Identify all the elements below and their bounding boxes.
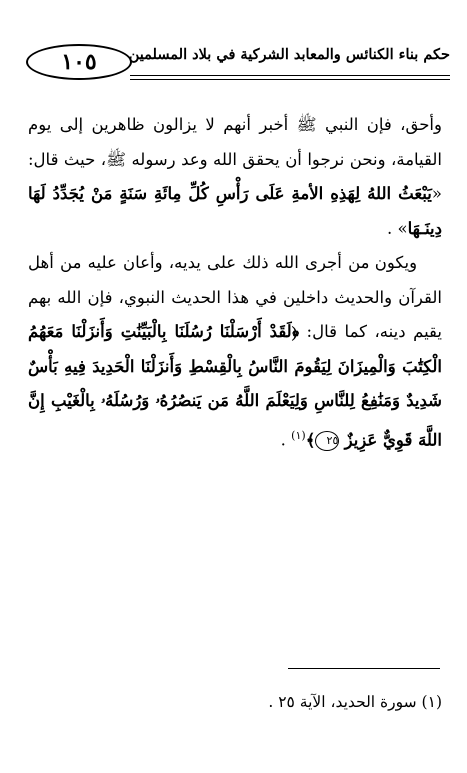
ayah-number-mark: ٢٥: [315, 431, 339, 451]
page-header: [18, 34, 450, 96]
paragraph-2-intro: ويكون من أجرى الله ذلك على يديه، وأعان عليه من أهل القرآن والحديث داخلين في هذا الحديث النبوي، فإن الله بهم يقيم دينه، كما قال:: [28, 253, 442, 341]
running-head: حكم بناء الكنائس والمعابد الشركية في بلاد المسلمين: [128, 46, 450, 63]
header-rule: [130, 75, 450, 76]
header-rule-thin: [130, 79, 450, 80]
page-number: ١٠٥: [26, 44, 132, 80]
paragraph-1-end: » .: [387, 218, 408, 238]
footnote: (١) سورة الحديد، الآية ٢٥ .: [268, 693, 442, 711]
paragraph-2: [28, 246, 442, 458]
paragraph-1-intro: وأحق، فإن النبي ﷺ أخبر أنهم لا يزالون ظاهرين إلى يوم القيامة، ونحن نرجوا أن يحقق الله وعد رسوله ﷺ، حيث قال: «: [28, 115, 442, 203]
quran-bracket-close: ﴾: [305, 430, 316, 449]
quran-verse: لَقَدْ أَرْسَلْنَا رُسُلَنَا بِالْبَيِّنَٰتِ وَأَنزَلْنَا مَعَهُمُ الْكِتَٰبَ وَالْمِيزَانَ لِيَقُومَ النَّاسُ بِالْقِسْطِ وَأَنزَلْنَا الْحَدِيدَ فِيهِ بَأْسٌ شَدِيدٌ وَمَنَٰفِعُ لِلنَّاسِ وَلِيَعْلَمَ اللَّهُ مَن يَنصُرُهُۥ وَرُسُلَهُۥ بِالْغَيْبِ إِنَّ اللَّهَ قَوِيٌّ عَزِيزٌ: [28, 322, 442, 449]
quran-bracket-open: ﴿: [291, 322, 300, 341]
paragraph-2-end: .: [280, 430, 292, 449]
paragraph-1: [28, 108, 442, 246]
hadith-quote: يَبْعَثُ اللهُ لِهَذِهِ الأمةِ عَلَى رَأْسِ كُلِّ مِائَةِ سَنَةٍ مَنْ يُجَدِّدُ لَهَا دِينَـهَا: [28, 184, 442, 238]
footnote-divider: [288, 668, 440, 669]
body-text: [28, 108, 442, 458]
footnote-reference: (١): [291, 428, 306, 442]
